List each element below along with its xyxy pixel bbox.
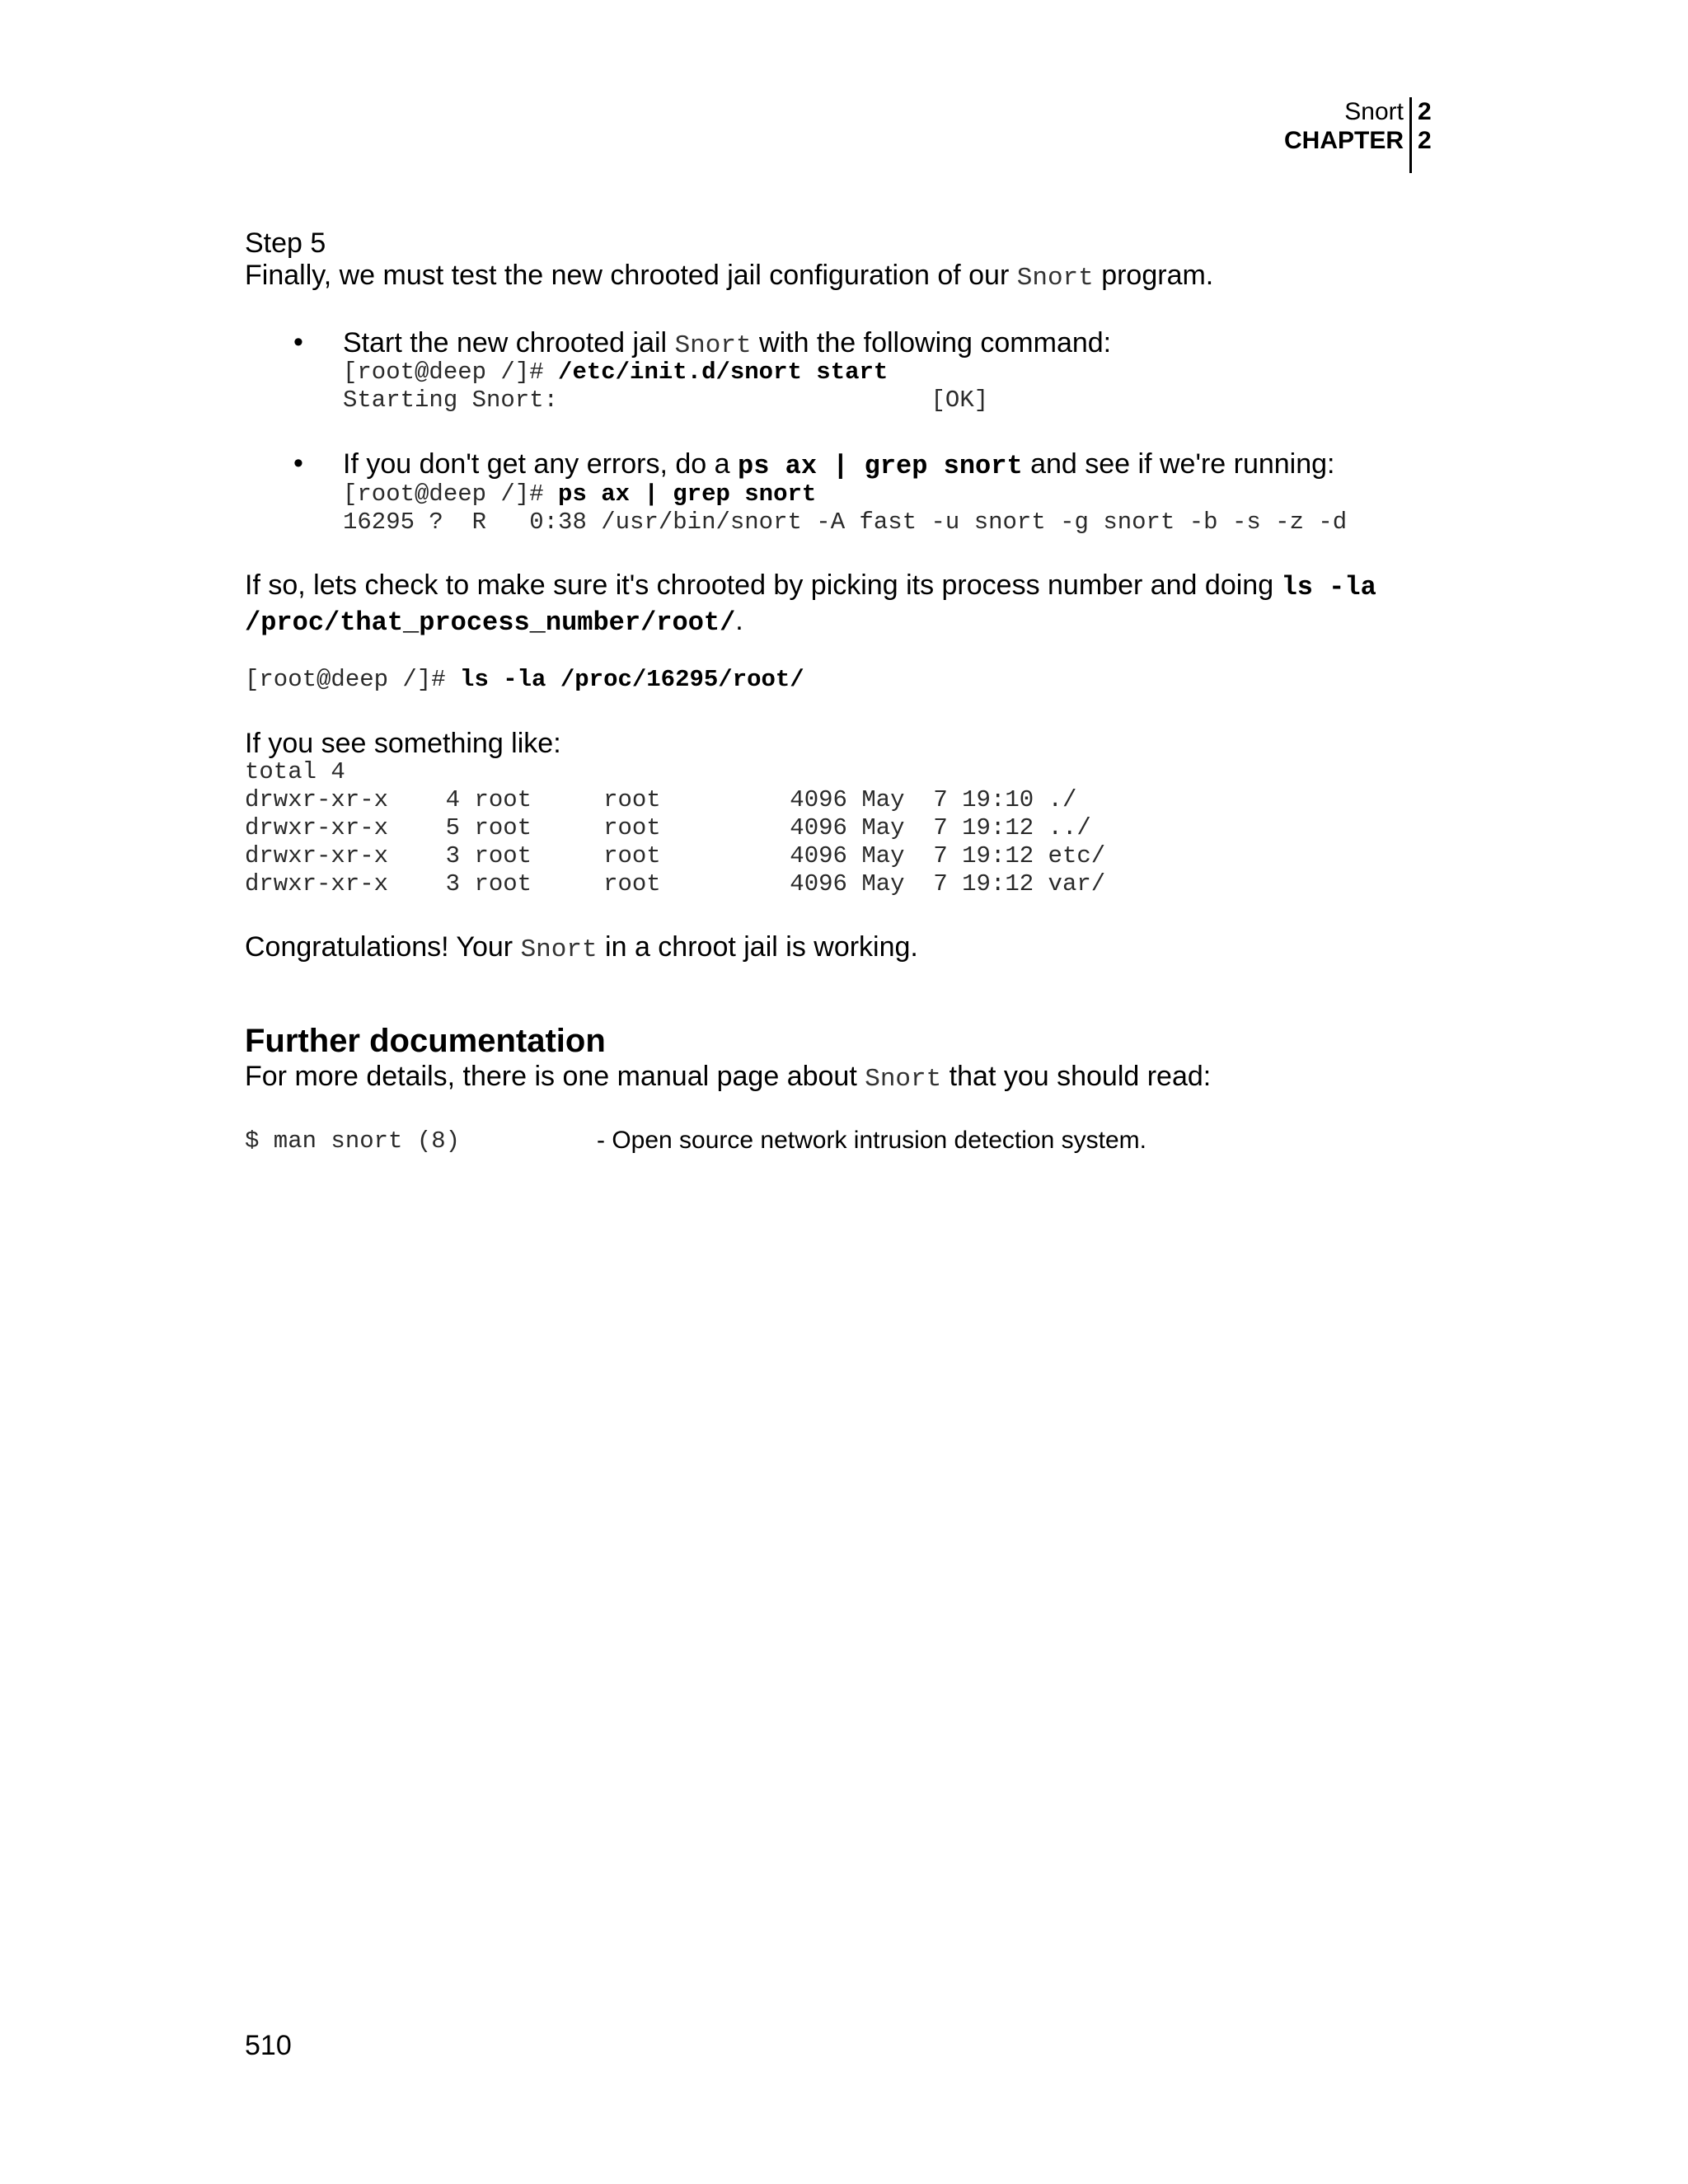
shell-prompt: [root@deep /]# [343, 480, 559, 508]
listing-line: drwxr-xr-x 4 root root 4096 May 7 19:10 ./ [245, 786, 1077, 813]
step-intro-text-end: program. [1093, 260, 1214, 291]
listing-line: drwxr-xr-x 5 root root 4096 May 7 19:12 ../ [245, 814, 1091, 841]
congrats-text [245, 930, 918, 967]
page-number: 510 [245, 2030, 292, 2061]
bullet2-text-start: If you don't get any errors, do a [343, 448, 738, 480]
check-code-ls: ls -la [1281, 572, 1376, 602]
bullet1-text-end: with the following command: [751, 327, 1112, 359]
bullet1-text-start: Start the new chrooted jail [343, 327, 675, 359]
bullet-icon: • [293, 326, 303, 358]
further-text [245, 1060, 1211, 1096]
header-number-bottom: 2 [1418, 127, 1432, 154]
shell-command: ps ax | grep snort [558, 480, 817, 508]
shell-command: /etc/init.d/snort start [558, 359, 889, 386]
listing-line: total 4 [245, 758, 345, 785]
bullet1-code: Snort [674, 331, 752, 360]
check-text-start: If so, lets check to make sure it's chrooted by picking its process number and doing [245, 569, 1282, 601]
header-number-top: 2 [1418, 98, 1432, 125]
bullet1-text [343, 326, 1111, 363]
man-description: - Open source network intrusion detection system. [597, 1127, 1146, 1154]
bullet2-text-end: and see if we're running: [1022, 448, 1335, 480]
listing-line: drwxr-xr-x 3 root root 4096 May 7 19:12 etc/ [245, 842, 1106, 869]
bullet2-text [343, 448, 1335, 483]
bullet2-output: 16295 ? R 0:38 /usr/bin/snort -A fast -u snort -g snort -b -s -z -d [343, 509, 1348, 536]
listing-line: drwxr-xr-x 3 root root 4096 May 7 19:12 var/ [245, 870, 1106, 898]
step-label: Step 5 [245, 227, 326, 259]
check-paragraph [245, 569, 1415, 640]
step-intro-code: Snort [1016, 264, 1094, 293]
congrats-code: Snort [520, 935, 598, 964]
shell-prompt: [root@deep /]# [343, 359, 559, 386]
check-code-path: /proc/that_process_number/root/ [245, 607, 736, 638]
shell-prompt: [root@deep /]# [245, 666, 461, 693]
bullet1-command-line [343, 359, 888, 387]
bullet2-command-line [343, 480, 816, 509]
running-header-chapter: CHAPTER [1283, 127, 1404, 154]
header-divider [1409, 97, 1412, 173]
check-command-line [245, 666, 804, 694]
bullet1-output: Starting Snort: [OK] [343, 387, 989, 414]
section-heading: Further documentation [245, 1023, 606, 1059]
step-intro [245, 259, 1213, 295]
further-text-start: For more details, there is one manual page about [245, 1061, 865, 1092]
shell-command: ls -la /proc/16295/root/ [460, 666, 804, 693]
further-code: Snort [865, 1065, 942, 1094]
congrats-text-start: Congratulations! Your [245, 931, 521, 963]
running-header-title: Snort [1344, 98, 1404, 125]
listing-intro: If you see something like: [245, 728, 561, 759]
check-text-end: . [735, 605, 743, 636]
congrats-text-end: in a chroot jail is working. [597, 931, 918, 963]
further-text-end: that you should read: [941, 1061, 1212, 1092]
step-intro-text: Finally, we must test the new chrooted jail configuration of our [245, 260, 1017, 291]
man-command: $ man snort (8) [245, 1127, 461, 1155]
bullet-icon: • [293, 448, 303, 479]
bullet2-code: ps ax | grep snort [738, 451, 1023, 481]
